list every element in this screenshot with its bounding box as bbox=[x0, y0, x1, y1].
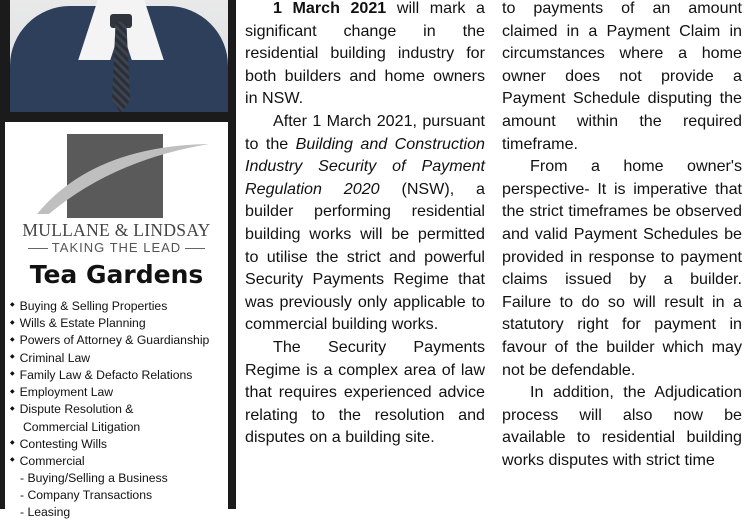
firm-logo-swoosh bbox=[33, 136, 213, 216]
firm-name: MULLANE & LINDSAY bbox=[22, 220, 211, 240]
article-text: After 1 March 2021, pursuant to the bbox=[245, 111, 485, 153]
service-subitem: - Company Transactions bbox=[20, 487, 153, 502]
tagline-rule-right bbox=[185, 248, 205, 249]
tagline-rule-left bbox=[28, 248, 48, 249]
article-paragraph: From a home owner's perspective- It is imperative that the strict timeframes be observed and valid Payment Schedules be provided in response to payment claims issued by a builder. Failure to do so will result in a statutory right for payment in favour of the builder which may not be defendable. bbox=[502, 157, 742, 379]
service-subitem: - Leasing bbox=[20, 504, 71, 519]
firm-tagline bbox=[5, 240, 228, 255]
service-item: ◆ Employment Law bbox=[10, 384, 209, 401]
service-item-continued: Commercial Litigation bbox=[23, 419, 141, 434]
service-item: ◆ Buying & Selling Properties bbox=[10, 298, 209, 315]
article-date: 1 March 2021 bbox=[273, 0, 387, 17]
article-text: will mark a significant change in the residential building industry for both builders and home owners in NSW. bbox=[245, 0, 485, 108]
service-item: ◆ Wills & Estate Planning bbox=[10, 315, 209, 332]
service-item: ◆ Family Law & Defacto Relations bbox=[10, 367, 209, 384]
article-paragraph: to payments of an amount claimed in a Payment Claim in circumstances where a home owner does not provide a Payment Schedule disputing the amount within the required timeframe. bbox=[502, 0, 742, 153]
sidebar-advertisement bbox=[0, 0, 236, 519]
office-location: Tea Gardens bbox=[29, 260, 204, 289]
legislation-title: Building and Construction Industry Security of Payment Regulation 2020 bbox=[245, 134, 485, 198]
firm-tagline-text: TAKING THE LEAD bbox=[51, 240, 182, 255]
service-subitem: - Buying/Selling a Business bbox=[20, 471, 168, 486]
service-item: ◆ Powers of Attorney & Guardianship bbox=[10, 332, 209, 349]
firm-panel bbox=[5, 122, 228, 519]
lawyer-portrait bbox=[10, 0, 228, 112]
service-item: ◆ Commercial bbox=[10, 453, 209, 470]
service-item: ◆ Criminal Law bbox=[10, 350, 209, 367]
article-paragraph: The Security Payments Regime is a complex area of law that requires experienced advice relating to the resolution and disputes on a building site. bbox=[245, 337, 485, 447]
service-item: ◆ Contesting Wills bbox=[10, 436, 209, 453]
article-text: (NSW), a builder performing residential building works will be permitted to utilise the strict and powerful Security Payments Regime that was previously only applicable to commercial building works. bbox=[245, 179, 485, 334]
services-list bbox=[10, 298, 209, 521]
article-column-1 bbox=[245, 0, 485, 449]
article-paragraph bbox=[245, 0, 485, 110]
article-column-2 bbox=[502, 0, 742, 471]
article-paragraph bbox=[245, 110, 485, 336]
article-paragraph: In addition, the Adjudication process will also now be available to residential building works disputes with strict time bbox=[502, 383, 742, 469]
service-item: ◆ Dispute Resolution & bbox=[10, 401, 209, 418]
